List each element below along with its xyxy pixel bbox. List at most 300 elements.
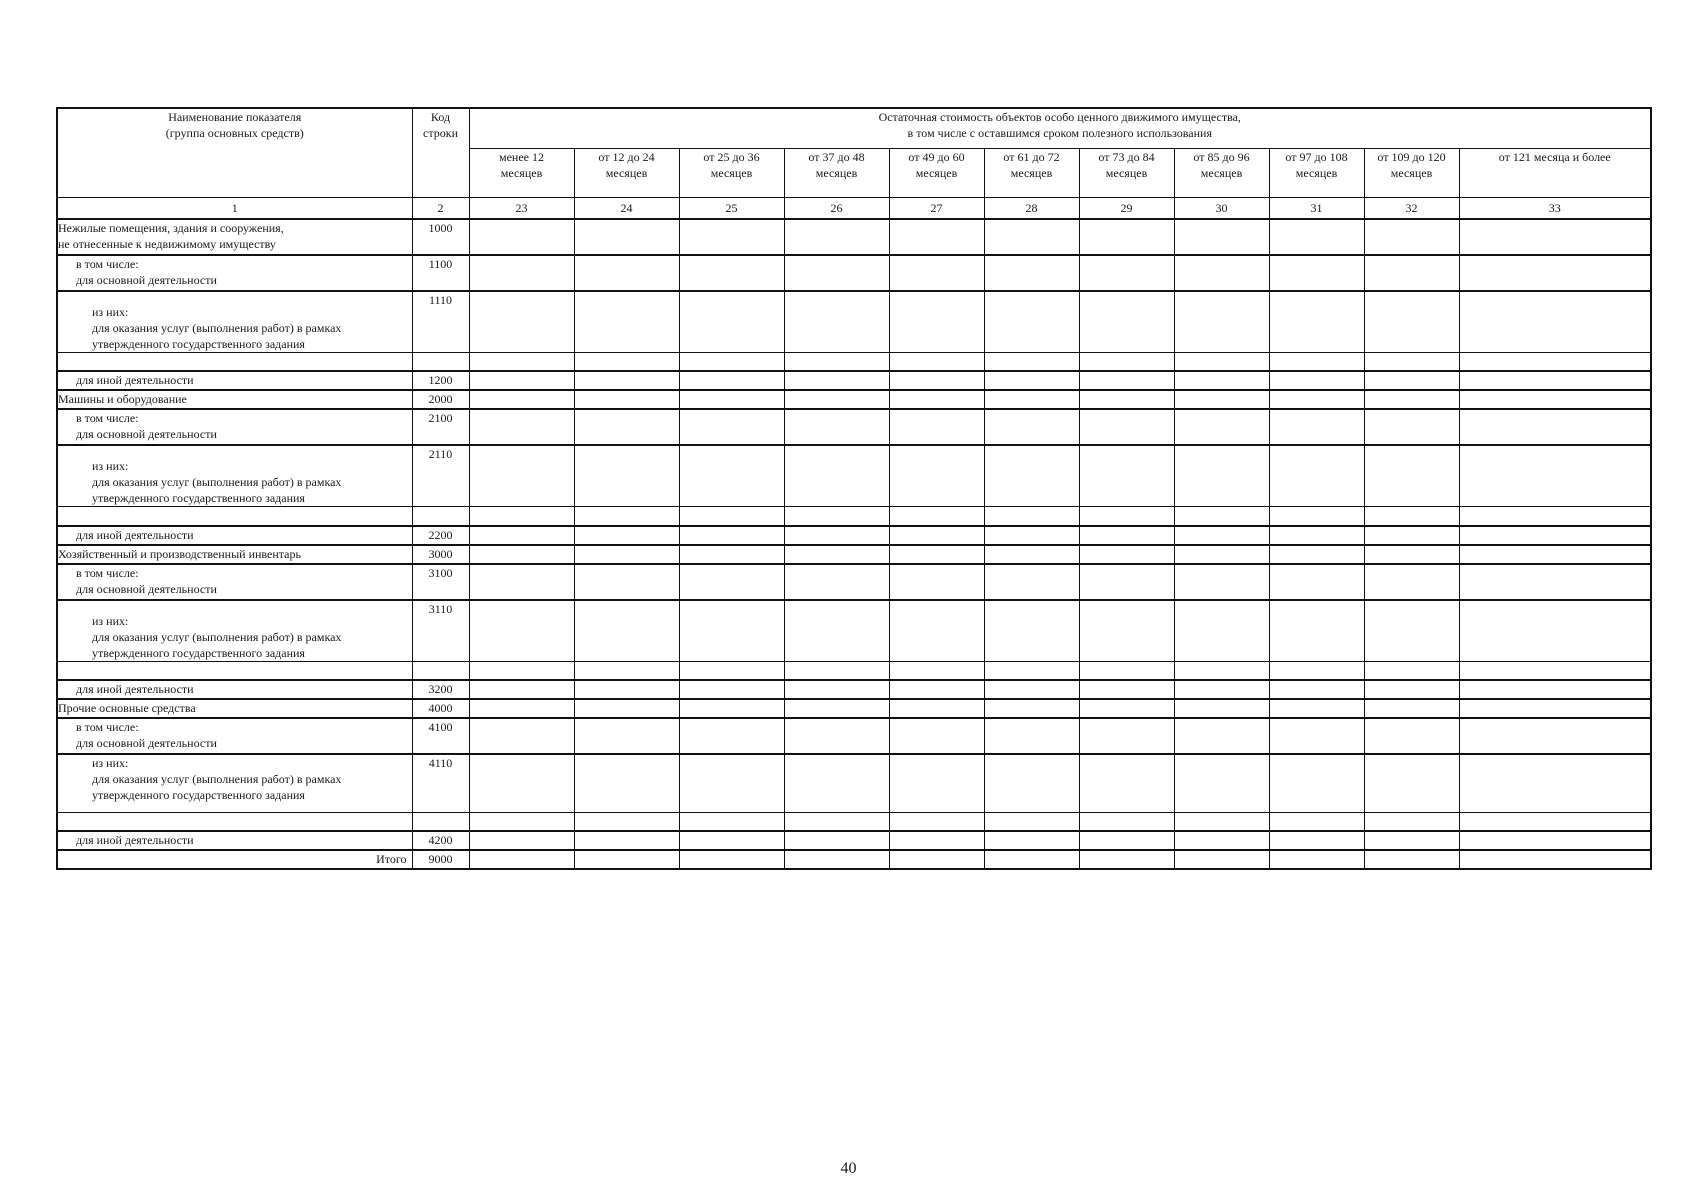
- row-code: [412, 507, 469, 526]
- value-cell: [1079, 409, 1174, 445]
- row-code: 1000: [412, 219, 469, 255]
- value-cell: [889, 291, 984, 353]
- value-cell: [1459, 545, 1651, 564]
- table-row: [57, 371, 1651, 390]
- value-cell: [679, 718, 784, 754]
- value-cell: [984, 371, 1079, 390]
- row-code: [412, 812, 469, 831]
- value-cell: [1459, 390, 1651, 409]
- row-code: [412, 352, 469, 371]
- value-cell: [889, 409, 984, 445]
- value-cell: [1364, 219, 1459, 255]
- value-cell: [574, 371, 679, 390]
- row-indicator-name: [57, 831, 412, 850]
- value-cell: [784, 831, 889, 850]
- value-cell: [1174, 699, 1269, 718]
- value-cell: [1269, 291, 1364, 353]
- value-cell: [1079, 600, 1174, 662]
- value-cell: [984, 600, 1079, 662]
- value-cell: [469, 255, 574, 291]
- page-number: 40: [840, 1160, 857, 1177]
- value-cell: [1174, 754, 1269, 812]
- value-cell: [889, 255, 984, 291]
- value-cell: [1364, 390, 1459, 409]
- value-cell: [889, 390, 984, 409]
- value-cell: [679, 371, 784, 390]
- value-cell: [984, 255, 1079, 291]
- value-cell: [784, 390, 889, 409]
- row-name-text: для иной деятельности: [76, 527, 194, 542]
- value-cell: [1269, 699, 1364, 718]
- value-cell: [574, 812, 679, 831]
- value-cell: [574, 564, 679, 600]
- value-cell: [889, 754, 984, 812]
- row-code: 3000: [412, 545, 469, 564]
- value-cell: [1269, 545, 1364, 564]
- row-name-text: для иной деятельности: [76, 682, 194, 696]
- value-cell: [1174, 680, 1269, 699]
- value-cell: [1269, 371, 1364, 390]
- row-code: 4000: [412, 699, 469, 718]
- row-code: 3200: [412, 680, 469, 699]
- value-cell: [679, 661, 784, 680]
- value-cell: [679, 812, 784, 831]
- value-cell: [1364, 718, 1459, 754]
- row-code: 3100: [412, 564, 469, 600]
- value-cell: [1364, 564, 1459, 600]
- value-cell: [1459, 255, 1651, 291]
- header-col-26: от 37 до 48 месяцев: [784, 148, 889, 197]
- value-cell: [469, 754, 574, 812]
- row-code: 2000: [412, 390, 469, 409]
- value-cell: [1269, 600, 1364, 662]
- row-indicator-name: [57, 850, 412, 869]
- header-col-25: от 25 до 36 месяцев: [679, 148, 784, 197]
- column-numbers-row: [57, 197, 1651, 219]
- row-indicator-name: [57, 718, 412, 754]
- value-cell: [574, 352, 679, 371]
- value-cell: [1459, 718, 1651, 754]
- row-code: 1100: [412, 255, 469, 291]
- value-cell: [679, 600, 784, 662]
- header-col-31: от 97 до 108 месяцев: [1269, 148, 1364, 197]
- value-cell: [889, 812, 984, 831]
- value-cell: [679, 507, 784, 526]
- row-name-text: Нежилые помещения, здания и сооружения, не отнесенные к недвижимому имуществу: [58, 220, 284, 251]
- header-col-27: от 49 до 60 месяцев: [889, 148, 984, 197]
- value-cell: [1269, 754, 1364, 812]
- value-cell: [574, 445, 679, 507]
- column-number: 32: [1364, 197, 1459, 219]
- row-indicator-name: [57, 507, 412, 526]
- column-number: 24: [574, 197, 679, 219]
- table-row: [57, 850, 1651, 869]
- value-cell: [1079, 352, 1174, 371]
- table-row: [57, 219, 1651, 255]
- value-cell: [1459, 600, 1651, 662]
- value-cell: [784, 545, 889, 564]
- header-row-code: Код строки: [412, 108, 469, 197]
- value-cell: [889, 600, 984, 662]
- value-cell: [1079, 371, 1174, 390]
- value-cell: [1269, 219, 1364, 255]
- value-cell: [984, 526, 1079, 545]
- value-cell: [1459, 219, 1651, 255]
- row-indicator-name: [57, 600, 412, 662]
- value-cell: [679, 564, 784, 600]
- row-name-text: в том числе: для основной деятельности: [76, 565, 217, 596]
- column-number: 28: [984, 197, 1079, 219]
- row-indicator-name: [57, 255, 412, 291]
- value-cell: [469, 831, 574, 850]
- value-cell: [679, 291, 784, 353]
- value-cell: [784, 661, 889, 680]
- header-col-24: от 12 до 24 месяцев: [574, 148, 679, 197]
- table-row: [57, 754, 1651, 812]
- value-cell: [889, 526, 984, 545]
- row-code: 2200: [412, 526, 469, 545]
- value-cell: [1459, 661, 1651, 680]
- column-number: 33: [1459, 197, 1651, 219]
- row-indicator-name: [57, 409, 412, 445]
- header-col-23: менее 12 месяцев: [469, 148, 574, 197]
- value-cell: [1174, 255, 1269, 291]
- value-cell: [1459, 850, 1651, 869]
- value-cell: [1174, 526, 1269, 545]
- value-cell: [984, 831, 1079, 850]
- table-row: [57, 564, 1651, 600]
- row-indicator-name: [57, 754, 412, 812]
- value-cell: [574, 409, 679, 445]
- table-row: [57, 812, 1651, 831]
- table-row: [57, 255, 1651, 291]
- value-cell: [1174, 445, 1269, 507]
- value-cell: [1174, 831, 1269, 850]
- column-number: 2: [412, 197, 469, 219]
- value-cell: [1174, 219, 1269, 255]
- row-code: 2110: [412, 445, 469, 507]
- value-cell: [889, 445, 984, 507]
- value-cell: [574, 507, 679, 526]
- row-indicator-name: [57, 219, 412, 255]
- value-cell: [1364, 680, 1459, 699]
- value-cell: [1269, 445, 1364, 507]
- value-cell: [1269, 831, 1364, 850]
- table-row: [57, 409, 1651, 445]
- value-cell: [1459, 526, 1651, 545]
- value-cell: [679, 219, 784, 255]
- value-cell: [1364, 291, 1459, 353]
- value-cell: [1364, 371, 1459, 390]
- value-cell: [889, 699, 984, 718]
- value-cell: [574, 831, 679, 850]
- value-cell: [1079, 255, 1174, 291]
- table-row: [57, 291, 1651, 353]
- value-cell: [784, 718, 889, 754]
- value-cell: [1079, 507, 1174, 526]
- value-cell: [1079, 291, 1174, 353]
- value-cell: [679, 754, 784, 812]
- value-cell: [469, 507, 574, 526]
- row-indicator-name: [57, 371, 412, 390]
- value-cell: [469, 564, 574, 600]
- value-cell: [984, 680, 1079, 699]
- value-cell: [984, 409, 1079, 445]
- value-cell: [984, 291, 1079, 353]
- value-cell: [1174, 661, 1269, 680]
- value-cell: [574, 718, 679, 754]
- value-cell: [1364, 352, 1459, 371]
- value-cell: [469, 291, 574, 353]
- value-cell: [984, 219, 1079, 255]
- row-code: 3110: [412, 600, 469, 662]
- row-name-text: для иной деятельности: [76, 833, 194, 847]
- value-cell: [1364, 409, 1459, 445]
- value-cell: [1079, 445, 1174, 507]
- value-cell: [1364, 445, 1459, 507]
- value-cell: [784, 255, 889, 291]
- row-indicator-name: [57, 291, 412, 353]
- value-cell: [1459, 371, 1651, 390]
- value-cell: [679, 680, 784, 699]
- value-cell: [1459, 680, 1651, 699]
- value-cell: [1269, 409, 1364, 445]
- row-name-text: для иной деятельности: [76, 373, 194, 387]
- value-cell: [1364, 507, 1459, 526]
- value-cell: [1269, 526, 1364, 545]
- value-cell: [1269, 564, 1364, 600]
- row-indicator-name: [57, 526, 412, 545]
- value-cell: [1174, 718, 1269, 754]
- column-number: 1: [57, 197, 412, 219]
- value-cell: [784, 445, 889, 507]
- value-cell: [1459, 507, 1651, 526]
- value-cell: [1459, 291, 1651, 353]
- row-code: [412, 661, 469, 680]
- value-cell: [1269, 255, 1364, 291]
- row-indicator-name: [57, 445, 412, 507]
- value-cell: [984, 661, 1079, 680]
- value-cell: [984, 545, 1079, 564]
- value-cell: [784, 291, 889, 353]
- header-col-32: от 109 до 120 месяцев: [1364, 148, 1459, 197]
- value-cell: [1269, 850, 1364, 869]
- table-row: [57, 545, 1651, 564]
- value-cell: [574, 255, 679, 291]
- row-name-text: из них: для оказания услуг (выполнения работ) в рамках утвержденного государственного задания: [92, 613, 342, 660]
- table-row: [57, 718, 1651, 754]
- value-cell: [784, 812, 889, 831]
- value-cell: [1079, 718, 1174, 754]
- value-cell: [1459, 812, 1651, 831]
- value-cell: [1364, 600, 1459, 662]
- value-cell: [469, 409, 574, 445]
- value-cell: [1364, 255, 1459, 291]
- table-row: [57, 507, 1651, 526]
- value-cell: [574, 850, 679, 869]
- row-indicator-name: [57, 812, 412, 831]
- value-cell: [469, 545, 574, 564]
- value-cell: [784, 564, 889, 600]
- table-row: [57, 390, 1651, 409]
- row-name-text: Хозяйственный и производственный инвентарь: [58, 546, 301, 561]
- value-cell: [1459, 699, 1651, 718]
- value-cell: [1174, 507, 1269, 526]
- column-number: 29: [1079, 197, 1174, 219]
- value-cell: [1079, 564, 1174, 600]
- value-cell: [1459, 831, 1651, 850]
- value-cell: [679, 390, 784, 409]
- value-cell: [469, 680, 574, 699]
- value-cell: [784, 526, 889, 545]
- value-cell: [679, 545, 784, 564]
- value-cell: [1459, 564, 1651, 600]
- value-cell: [1364, 545, 1459, 564]
- value-cell: [574, 661, 679, 680]
- value-cell: [469, 445, 574, 507]
- row-code: 9000: [412, 850, 469, 869]
- header-col-29: от 73 до 84 месяцев: [1079, 148, 1174, 197]
- row-indicator-name: [57, 564, 412, 600]
- value-cell: [984, 754, 1079, 812]
- value-cell: [889, 661, 984, 680]
- value-cell: [784, 371, 889, 390]
- value-cell: [1459, 754, 1651, 812]
- header-col-28: от 61 до 72 месяцев: [984, 148, 1079, 197]
- value-cell: [469, 600, 574, 662]
- value-cell: [1174, 352, 1269, 371]
- value-cell: [574, 526, 679, 545]
- value-cell: [1269, 680, 1364, 699]
- row-name-text: из них: для оказания услуг (выполнения работ) в рамках утвержденного государственного задания: [92, 459, 342, 505]
- value-cell: [1079, 699, 1174, 718]
- value-cell: [984, 445, 1079, 507]
- value-cell: [1269, 661, 1364, 680]
- value-cell: [1079, 661, 1174, 680]
- value-cell: [984, 850, 1079, 869]
- value-cell: [889, 545, 984, 564]
- value-cell: [984, 507, 1079, 526]
- value-cell: [1364, 812, 1459, 831]
- value-cell: [1364, 850, 1459, 869]
- value-cell: [469, 219, 574, 255]
- value-cell: [1459, 445, 1651, 507]
- value-cell: [679, 526, 784, 545]
- row-name-text: в том числе: для основной деятельности: [76, 256, 217, 287]
- value-cell: [679, 409, 784, 445]
- row-code: 1200: [412, 371, 469, 390]
- row-name-text: Машины и оборудование: [58, 392, 187, 406]
- value-cell: [889, 850, 984, 869]
- table-body: [57, 219, 1651, 870]
- value-cell: [889, 564, 984, 600]
- value-cell: [984, 718, 1079, 754]
- value-cell: [1364, 661, 1459, 680]
- row-indicator-name: [57, 661, 412, 680]
- value-cell: [1269, 352, 1364, 371]
- value-cell: [469, 699, 574, 718]
- value-cell: [784, 219, 889, 255]
- row-name-text: из них: для оказания услуг (выполнения работ) в рамках утвержденного государственного задания: [92, 304, 342, 351]
- value-cell: [679, 352, 784, 371]
- table-row: [57, 661, 1651, 680]
- row-name-text: Прочие основные средства: [58, 701, 196, 715]
- row-indicator-name: [57, 699, 412, 718]
- value-cell: [679, 831, 784, 850]
- value-cell: [469, 812, 574, 831]
- value-cell: [1079, 831, 1174, 850]
- value-cell: [889, 507, 984, 526]
- value-cell: [1174, 812, 1269, 831]
- value-cell: [784, 409, 889, 445]
- value-cell: [1174, 564, 1269, 600]
- value-cell: [984, 564, 1079, 600]
- value-cell: [1364, 831, 1459, 850]
- value-cell: [1269, 718, 1364, 754]
- row-code: 4110: [412, 754, 469, 812]
- value-cell: [574, 754, 679, 812]
- value-cell: [784, 680, 889, 699]
- table-row: [57, 445, 1651, 507]
- row-code: 2100: [412, 409, 469, 445]
- value-cell: [1174, 409, 1269, 445]
- row-code: 4100: [412, 718, 469, 754]
- value-cell: [889, 831, 984, 850]
- column-number: 23: [469, 197, 574, 219]
- value-cell: [574, 291, 679, 353]
- row-code: 4200: [412, 831, 469, 850]
- value-cell: [574, 390, 679, 409]
- row-name-text: в том числе: для основной деятельности: [76, 720, 217, 750]
- value-cell: [469, 661, 574, 680]
- header-col-30: от 85 до 96 месяцев: [1174, 148, 1269, 197]
- value-cell: [469, 352, 574, 371]
- value-cell: [1364, 526, 1459, 545]
- row-indicator-name: [57, 545, 412, 564]
- value-cell: [574, 680, 679, 699]
- value-cell: [1174, 545, 1269, 564]
- value-cell: [784, 507, 889, 526]
- table-row: [57, 680, 1651, 699]
- value-cell: [1459, 352, 1651, 371]
- table-row: [57, 600, 1651, 662]
- value-cell: [574, 699, 679, 718]
- row-indicator-name: [57, 352, 412, 371]
- value-cell: [889, 680, 984, 699]
- value-cell: [1079, 390, 1174, 409]
- row-name-text: Итого: [376, 852, 407, 866]
- value-cell: [574, 219, 679, 255]
- column-number: 30: [1174, 197, 1269, 219]
- value-cell: [784, 850, 889, 869]
- value-cell: [1174, 390, 1269, 409]
- table-row: [57, 699, 1651, 718]
- value-cell: [574, 600, 679, 662]
- value-cell: [469, 718, 574, 754]
- value-cell: [469, 390, 574, 409]
- value-cell: [984, 390, 1079, 409]
- value-cell: [679, 445, 784, 507]
- row-name-text: в том числе: для основной деятельности: [76, 411, 217, 441]
- value-cell: [1364, 754, 1459, 812]
- table-row: [57, 831, 1651, 850]
- value-cell: [784, 352, 889, 371]
- value-cell: [889, 352, 984, 371]
- value-cell: [1269, 507, 1364, 526]
- row-indicator-name: [57, 680, 412, 699]
- header-residual-value-group: Остаточная стоимость объектов особо ценного движимого имущества, в том числе с оставшимся сроком полезного использования: [469, 108, 1651, 148]
- value-cell: [679, 699, 784, 718]
